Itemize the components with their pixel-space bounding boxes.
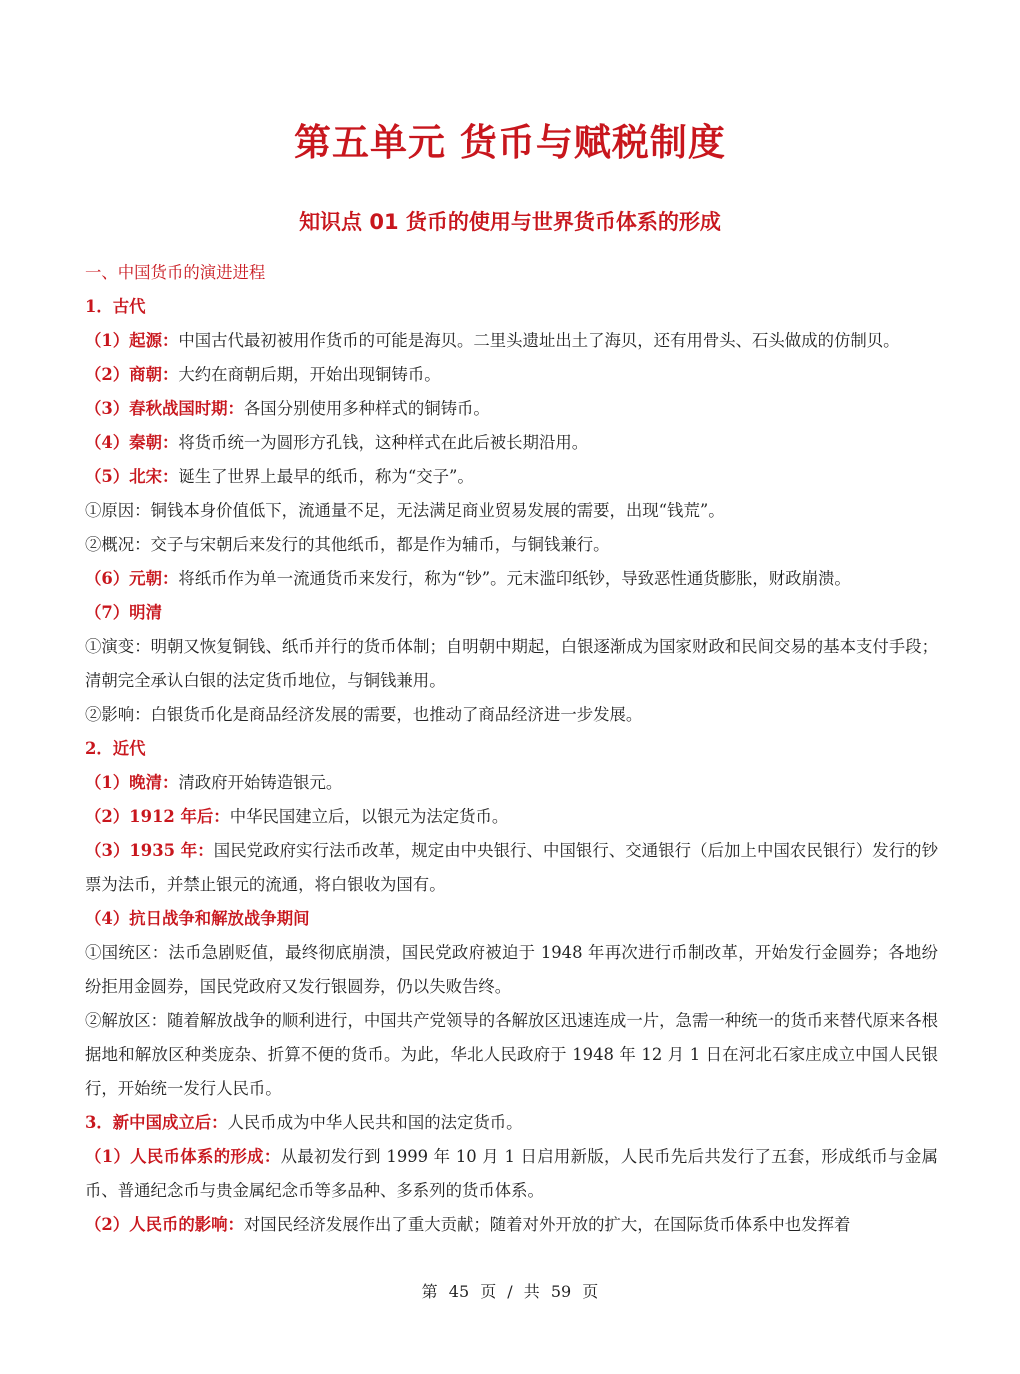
paragraph-item xyxy=(85,766,938,800)
paragraph-label: （7）明清 xyxy=(85,603,162,622)
paragraph-label: （1）人民币体系的形成： xyxy=(85,1147,281,1166)
paragraph-text: ②概况：交子与宋朝后来发行的其他纸币，都是作为辅币，与铜钱兼行。 xyxy=(85,535,610,554)
paragraph-label: （2）1912 年后： xyxy=(85,807,230,826)
paragraph-label: （5）北宋： xyxy=(85,467,179,486)
paragraph-label: 一、中国货币的演进进程 xyxy=(85,263,266,282)
paragraph-label: （3）春秋战国时期： xyxy=(85,399,244,418)
paragraph-item xyxy=(85,392,938,426)
paragraph-plain xyxy=(85,528,938,562)
paragraph-item xyxy=(85,596,938,630)
paragraph-text: ①演变：明朝又恢复铜钱、纸币并行的货币体制；自明朝中期起，白银逐渐成为国家财政和民间交易的基本支付手段；清朝完全承认白银的法定货币地位，与铜钱兼用。 xyxy=(85,637,938,690)
paragraph-label: （4）秦朝： xyxy=(85,433,179,452)
paragraph-text: 国民党政府实行法币改革，规定由中央银行、中国银行、交通银行（后加上中国农民银行）发行的钞票为法币，并禁止银元的流通，将白银收为国有。 xyxy=(85,841,939,894)
paragraph-text: ①国统区：法币急剧贬值，最终彻底崩溃，国民党政府被迫于 1948 年再次进行币制改革，开始发行金圆券；各地纷纷拒用金圆券，国民党政府又发行银圆券，仍以失败告终。 xyxy=(85,943,938,996)
paragraph-item xyxy=(85,902,938,936)
paragraph-item xyxy=(85,426,938,460)
paragraph-text: 中华民国建立后，以银元为法定货币。 xyxy=(229,807,509,826)
paragraph-text: ②解放区：随着解放战争的顺利进行，中国共产党领导的各解放区迅速连成一片，急需一种统一的货币来替代原来各根据地和解放区种类庞杂、折算不便的货币。为此，华北人民政府于 1948 年 12 月 1 日在河北石家庄成立中国人民银行，开始统一发行人民币。 xyxy=(85,1011,938,1098)
paragraph-plain xyxy=(85,1004,938,1106)
paragraph-item xyxy=(85,1208,938,1242)
paragraph-text: 对国民经济发展作出了重大贡献；随着对外开放的扩大，在国际货币体系中也发挥着 xyxy=(243,1215,851,1234)
paragraph-label: （1）起源： xyxy=(85,331,179,350)
paragraph-item xyxy=(85,834,938,902)
paragraph-plain xyxy=(85,494,938,528)
paragraph-text: 中国古代最初被用作货币的可能是海贝。二里头遗址出土了海贝，还有用骨头、石头做成的仿制贝。 xyxy=(178,331,900,350)
paragraph-heading2 xyxy=(85,732,938,766)
paragraph-item xyxy=(85,562,938,596)
paragraph-label: 3．新中国成立后： xyxy=(85,1113,228,1132)
paragraph-label: （6）元朝： xyxy=(85,569,179,588)
paragraph-label: （3）1935 年： xyxy=(85,841,214,860)
paragraph-heading2 xyxy=(85,290,938,324)
paragraph-label: （2）商朝： xyxy=(85,365,179,384)
paragraph-text: ②影响：白银货币化是商品经济发展的需要，也推动了商品经济进一步发展。 xyxy=(85,705,643,724)
paragraph-item xyxy=(85,460,938,494)
paragraph-heading2 xyxy=(85,1106,938,1140)
paragraph-heading1 xyxy=(85,256,938,290)
paragraph-label: （1）晚清： xyxy=(85,773,179,792)
paragraph-item xyxy=(85,358,938,392)
paragraph-item xyxy=(85,800,938,834)
paragraph-text: 诞生了世界上最早的纸币，称为“交子”。 xyxy=(178,467,474,486)
paragraph-text: ①原因：铜钱本身价值低下，流通量不足，无法满足商业贸易发展的需要，出现“钱荒”。 xyxy=(85,501,725,520)
paragraph-item xyxy=(85,1140,938,1208)
section-subtitle: 知识点 01 货币的使用与世界货币体系的形成 xyxy=(299,210,721,234)
paragraph-label: （4）抗日战争和解放战争期间 xyxy=(85,909,310,928)
paragraph-text: 人民币成为中华人民共和国的法定货币。 xyxy=(227,1113,523,1132)
paragraph-plain xyxy=(85,698,938,732)
paragraph-plain xyxy=(85,630,938,698)
paragraph-text: 各国分别使用多种样式的铜铸币。 xyxy=(243,399,490,418)
paragraph-text: 将纸币作为单一流通货币来发行，称为“钞”。元末滥印纸钞，导致恶性通货膨胀，财政崩溃。 xyxy=(178,569,851,588)
paragraph-text: 从最初发行到 1999 年 10 月 1 日启用新版，人民币先后共发行了五套，形成纸币与金属币、普通纪念币与贵金属纪念币等多品种、多系列的货币体系。 xyxy=(85,1147,938,1200)
paragraph-text: 将货币统一为圆形方孔钱，这种样式在此后被长期沿用。 xyxy=(178,433,589,452)
document-body xyxy=(85,256,938,1242)
paragraph-label: 2．近代 xyxy=(85,739,146,758)
paragraph-plain xyxy=(85,936,938,1004)
paragraph-label: 1．古代 xyxy=(85,297,146,316)
paragraph-label: （2）人民币的影响： xyxy=(85,1215,244,1234)
paragraph-text: 清政府开始铸造银元。 xyxy=(178,773,343,792)
paragraph-item xyxy=(85,324,938,358)
page-number: 第 45 页 / 共 59 页 xyxy=(421,1282,599,1301)
paragraph-text: 大约在商朝后期，开始出现铜铸币。 xyxy=(178,365,441,384)
unit-title: 第五单元 货币与赋税制度 xyxy=(294,121,726,164)
